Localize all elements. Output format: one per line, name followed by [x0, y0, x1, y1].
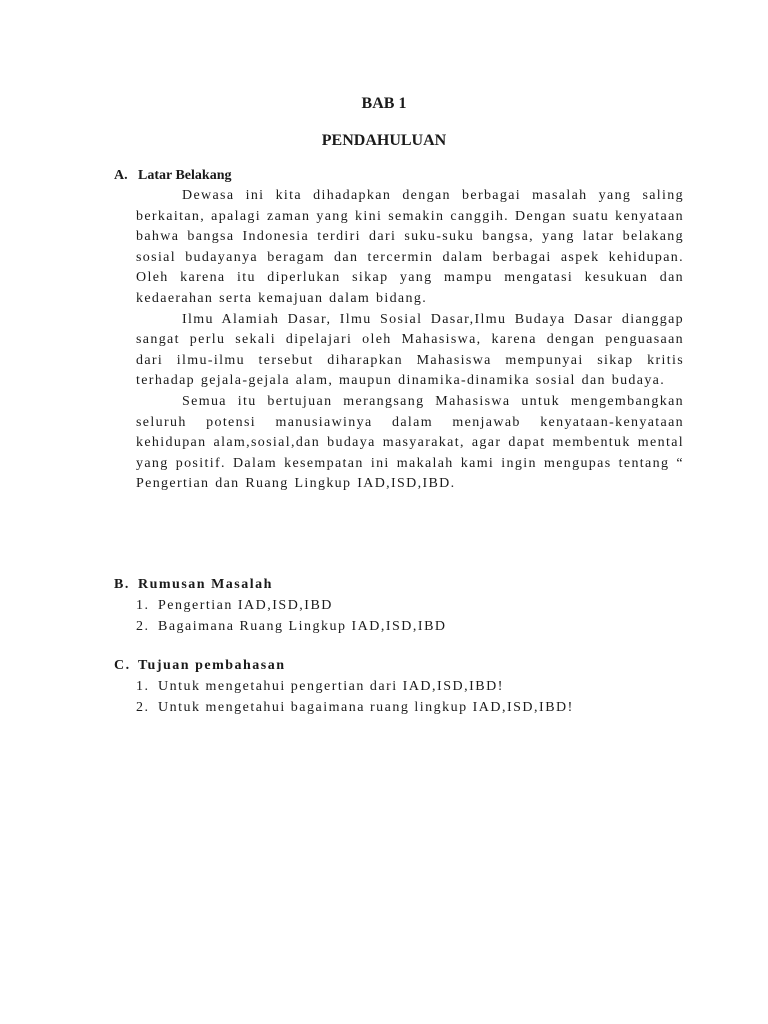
- section-title: Tujuan pembahasan: [138, 658, 286, 673]
- paragraph: [114, 186, 684, 310]
- chapter-title: PENDAHULUAN: [321, 132, 447, 149]
- section-latar-belakang: [114, 166, 684, 495]
- list-item-text: Untuk mengetahui bagaimana ruang lingkup IAD,ISD,IBD!: [158, 700, 574, 715]
- paragraph-text: Semua itu bertujuan merangsang Mahasiswa untuk mengembangkan seluruh potensi manusiawinya dalam menjawab kenyataan-kenyataan kehidupan alam,sosial,dan budaya masyarakat, agar dapat membentuk mental yang positif. Dalam kesempatan ini makalah kami ingin mengupas tentang “ Pengertian dan Ruang Lingkup IAD,ISD,IBD.: [136, 393, 684, 492]
- list-item-number: 2.: [136, 619, 150, 634]
- paragraph: [114, 392, 684, 495]
- section-heading: [114, 166, 684, 186]
- list-item: [136, 676, 684, 697]
- paragraph: [114, 310, 684, 392]
- section-heading: [114, 656, 684, 676]
- list-item-text: Untuk mengetahui pengertian dari IAD,ISD,IBD!: [158, 679, 504, 694]
- numbered-list: [114, 676, 684, 718]
- chapter-number: BAB 1: [361, 95, 407, 112]
- section-tujuan-pembahasan: [114, 656, 684, 718]
- list-item-text: Bagaimana Ruang Lingkup IAD,ISD,IBD: [158, 619, 447, 634]
- paragraph-text: Dewasa ini kita dihadapkan dengan berbagai masalah yang saling berkaitan, apalagi zaman yang kini semakin canggih. Dengan suatu kenyataan bahwa bangsa Indonesia terdiri dari suku-suku bangsa, yang latar belakang sosial budayanya beragam dan tercermin dalam berbagai aspek kehidupan. Oleh karena itu diperlukan sikap yang mampu mengatasi kesukuan dan kedaerahan serta kemajuan dalam bidang.: [136, 188, 684, 306]
- section-heading: [114, 575, 684, 595]
- section-letter: C.: [114, 658, 131, 673]
- numbered-list: [114, 595, 684, 637]
- paragraph-text: Ilmu Alamiah Dasar, Ilmu Sosial Dasar,Ilmu Budaya Dasar dianggap sangat perlu sekali dipelajari oleh Mahasiswa, karena dengan penguasaan dari ilmu-ilmu tersebut diharapkan Mahasiswa mempunyai sikap kritis terhadap gejala-gejala alam, maupun dinamika-dinamika sosial dan budaya.: [136, 311, 684, 389]
- list-item: [136, 595, 684, 616]
- section-letter: A.: [114, 168, 128, 183]
- section-letter: B.: [114, 577, 130, 592]
- list-item-text: Pengertian IAD,ISD,IBD: [158, 598, 333, 613]
- list-item-number: 2.: [136, 700, 150, 715]
- list-item: [136, 697, 684, 718]
- section-title: Rumusan Masalah: [138, 577, 273, 592]
- section-rumusan-masalah: [114, 575, 684, 637]
- list-item: [136, 616, 684, 637]
- list-item-number: 1.: [136, 598, 150, 613]
- section-title: Latar Belakang: [138, 168, 232, 183]
- list-item-number: 1.: [136, 679, 150, 694]
